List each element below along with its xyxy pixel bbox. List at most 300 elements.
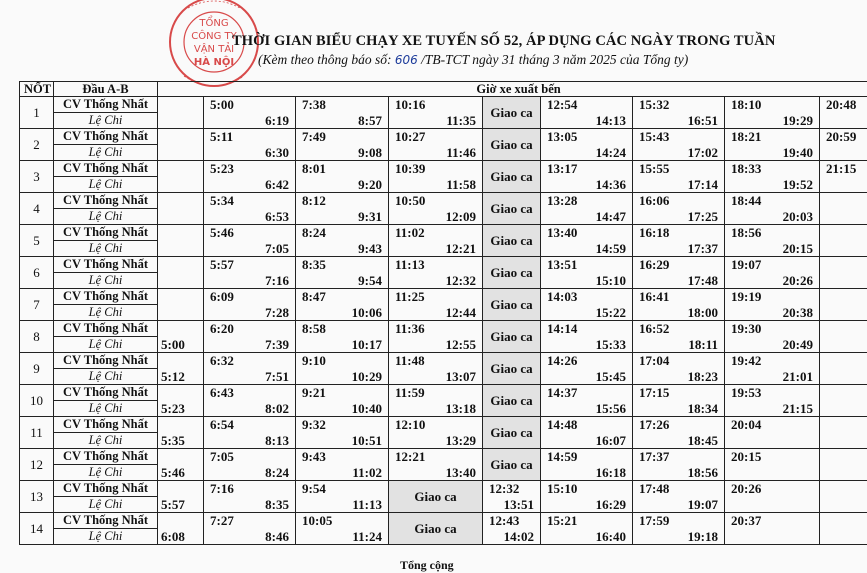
departure-pair-inner	[204, 481, 295, 512]
departure-b: 17:48	[688, 273, 718, 288]
table-row	[20, 289, 867, 305]
departure-pair	[389, 289, 483, 321]
departure-pair-inner	[725, 257, 819, 288]
stamp-line-4: HÀ NỘI	[194, 55, 234, 68]
departure-pair-inner	[541, 97, 632, 128]
departure-a: 11:13	[395, 257, 425, 272]
table-row	[20, 193, 867, 209]
departure-pair-inner	[389, 289, 482, 320]
not-number: 8	[20, 321, 54, 353]
dest-a-label: CV Thống Nhất	[54, 97, 158, 113]
departure-pair	[296, 481, 389, 513]
subtitle-prefix: (Kèm theo thông báo số:	[258, 52, 391, 67]
departure-b: 8:57	[358, 113, 382, 128]
departure-b: 12:55	[446, 337, 476, 352]
dest-b-label: Lệ Chi	[54, 145, 158, 161]
departure-pair	[296, 353, 389, 385]
not-number: 10	[20, 385, 54, 417]
departure-b: 14:47	[596, 209, 626, 224]
first-departure	[158, 129, 204, 161]
departure-pair-inner	[633, 481, 724, 512]
departure-a: 20:26	[731, 481, 761, 496]
not-number: 7	[20, 289, 54, 321]
table-row	[20, 481, 867, 497]
departure-pair	[541, 289, 633, 321]
departure-pair-inner	[296, 417, 388, 448]
departure-pair-inner	[725, 289, 819, 320]
departure-b: 19:52	[783, 177, 813, 192]
shift-change-cell: Giao ca	[483, 321, 541, 353]
departure-pair	[633, 161, 725, 193]
departure-pair-inner	[541, 193, 632, 224]
table-row	[20, 513, 867, 529]
not-number: 1	[20, 97, 54, 129]
departure-a: 9:54	[302, 481, 326, 496]
table-row	[20, 161, 867, 177]
departure-pair	[541, 129, 633, 161]
last-departure	[820, 321, 867, 353]
not-number: 11	[20, 417, 54, 449]
departure-pair	[725, 513, 820, 545]
notice-number: 606	[395, 53, 418, 67]
table-row	[20, 225, 867, 241]
departure-pair-inner	[633, 289, 724, 320]
stamp-line-2: CÔNG TY	[191, 29, 237, 42]
departure-a: 16:18	[639, 225, 669, 240]
departure-pair-inner	[296, 257, 388, 288]
departure-pair-inner	[725, 225, 819, 256]
departure-b: 17:14	[688, 177, 718, 192]
departure-b: 11:13	[352, 497, 382, 512]
departure-a: 12:32	[489, 481, 519, 496]
departure-pair-inner	[483, 481, 540, 512]
departure-pair	[725, 289, 820, 321]
not-number: 13	[20, 481, 54, 513]
departure-pair	[725, 353, 820, 385]
last-departure: 21:15	[820, 161, 867, 193]
departure-pair-inner	[204, 449, 295, 480]
departure-pair-inner	[541, 449, 632, 480]
departure-pair-inner	[296, 289, 388, 320]
departure-a: 8:47	[302, 289, 326, 304]
departure-b: 15:22	[596, 305, 626, 320]
last-departure	[820, 449, 867, 481]
departure-a: 10:16	[395, 97, 425, 112]
departure-a: 13:28	[547, 193, 577, 208]
departure-pair	[725, 257, 820, 289]
table-row	[20, 353, 867, 369]
departure-b: 9:43	[358, 241, 382, 256]
departure-a: 5:57	[210, 257, 234, 272]
last-departure	[820, 193, 867, 225]
departure-a: 9:43	[302, 449, 326, 464]
departure-b: 7:05	[265, 241, 289, 256]
not-number: 14	[20, 513, 54, 545]
departure-pair	[633, 513, 725, 545]
departure-pair	[633, 417, 725, 449]
departure-pair	[296, 257, 389, 289]
footer-label: Tổng cộng	[400, 558, 454, 573]
document-subtitle	[258, 52, 688, 68]
dest-b-label: Lệ Chi	[54, 337, 158, 353]
departure-a: 9:10	[302, 353, 326, 368]
first-departure	[158, 193, 204, 225]
dest-a-label: CV Thống Nhất	[54, 513, 158, 529]
departure-pair	[541, 321, 633, 353]
departure-pair-inner	[204, 321, 295, 352]
departure-a: 6:20	[210, 321, 234, 336]
departure-pair	[389, 353, 483, 385]
departure-pair-inner	[296, 449, 388, 480]
departure-b: 6:19	[265, 113, 289, 128]
departure-a: 13:17	[547, 161, 577, 176]
departure-a: 15:10	[547, 481, 577, 496]
shift-change-cell: Giao ca	[483, 353, 541, 385]
departure-a: 13:51	[547, 257, 577, 272]
departure-pair-inner	[204, 353, 295, 384]
departure-pair	[725, 161, 820, 193]
departure-pair-inner	[541, 161, 632, 192]
departure-pair-inner	[541, 481, 632, 512]
table-header-row	[20, 82, 867, 97]
dest-a-label: CV Thống Nhất	[54, 481, 158, 497]
dest-b-label: Lệ Chi	[54, 209, 158, 225]
departure-a: 18:56	[731, 225, 761, 240]
last-departure	[820, 225, 867, 257]
departure-b: 18:34	[688, 401, 718, 416]
departure-pair	[389, 257, 483, 289]
col-header-times: Giờ xe xuất bến	[158, 82, 867, 97]
departure-b: 10:29	[352, 369, 382, 384]
departure-pair	[633, 481, 725, 513]
last-departure: 20:48	[820, 97, 867, 129]
departure-pair	[389, 321, 483, 353]
dest-b-label: Lệ Chi	[54, 465, 158, 481]
departure-pair-inner	[725, 161, 819, 192]
departure-pair	[725, 129, 820, 161]
document-header	[0, 0, 867, 80]
last-departure	[820, 481, 867, 513]
table-row	[20, 129, 867, 145]
departure-a: 18:10	[731, 97, 761, 112]
departure-b: 17:37	[688, 241, 718, 256]
departure-pair	[633, 385, 725, 417]
departure-pair	[296, 129, 389, 161]
departure-b: 15:56	[596, 401, 626, 416]
departure-b: 14:59	[596, 241, 626, 256]
dest-a-label: CV Thống Nhất	[54, 417, 158, 433]
departure-a: 9:32	[302, 417, 326, 432]
departure-a: 9:21	[302, 385, 326, 400]
departure-a: 14:48	[547, 417, 577, 432]
departure-pair	[725, 481, 820, 513]
departure-a: 7:49	[302, 129, 326, 144]
departure-pair-inner	[204, 129, 295, 160]
first-departure	[158, 97, 204, 129]
departure-b: 9:54	[358, 273, 382, 288]
first-departure: 5:00	[158, 321, 204, 353]
departure-b: 9:08	[358, 145, 382, 160]
departure-pair	[204, 193, 296, 225]
departure-pair-inner	[389, 225, 482, 256]
dest-b-label: Lệ Chi	[54, 177, 158, 193]
departure-pair	[204, 481, 296, 513]
departure-a: 16:06	[639, 193, 669, 208]
departure-a: 7:38	[302, 97, 326, 112]
shift-change-cell: Giao ca	[483, 289, 541, 321]
departure-a: 17:37	[639, 449, 669, 464]
departure-b: 16:18	[596, 465, 626, 480]
departure-b: 10:17	[352, 337, 382, 352]
departure-a: 5:46	[210, 225, 234, 240]
departure-pair	[389, 161, 483, 193]
dest-a-label: CV Thống Nhất	[54, 161, 158, 177]
departure-pair	[296, 289, 389, 321]
departure-pair-inner	[725, 449, 819, 480]
departure-b: 18:00	[688, 305, 718, 320]
departure-pair-inner	[389, 129, 482, 160]
first-departure	[158, 225, 204, 257]
departure-pair-inner	[296, 321, 388, 352]
departure-pair	[725, 193, 820, 225]
departure-pair	[204, 353, 296, 385]
departure-a: 14:03	[547, 289, 577, 304]
departure-pair-inner	[633, 417, 724, 448]
schedule-table	[19, 81, 867, 545]
departure-a: 11:59	[395, 385, 425, 400]
departure-pair	[725, 417, 820, 449]
last-departure: 20:59	[820, 129, 867, 161]
departure-a: 19:42	[731, 353, 761, 368]
departure-pair-inner	[725, 129, 819, 160]
departure-pair	[296, 513, 389, 545]
departure-pair	[541, 161, 633, 193]
departure-pair	[204, 321, 296, 353]
departure-pair	[725, 225, 820, 257]
departure-pair	[541, 225, 633, 257]
departure-pair	[204, 161, 296, 193]
departure-pair	[389, 225, 483, 257]
departure-pair	[633, 353, 725, 385]
departure-a: 17:26	[639, 417, 669, 432]
table-row	[20, 257, 867, 273]
not-number: 6	[20, 257, 54, 289]
departure-pair	[296, 225, 389, 257]
departure-pair	[541, 481, 633, 513]
departure-pair	[633, 449, 725, 481]
departure-a: 5:11	[210, 129, 233, 144]
departure-a: 16:29	[639, 257, 669, 272]
departure-pair-inner	[541, 289, 632, 320]
departure-b: 7:28	[265, 305, 289, 320]
dest-b-label: Lệ Chi	[54, 241, 158, 257]
not-number: 9	[20, 353, 54, 385]
departure-a: 12:21	[395, 449, 425, 464]
shift-change-cell: Giao ca	[483, 129, 541, 161]
departure-b: 19:07	[688, 497, 718, 512]
departure-a: 8:24	[302, 225, 326, 240]
departure-pair	[633, 257, 725, 289]
departure-pair	[204, 513, 296, 545]
departure-pair-inner	[389, 449, 482, 480]
departure-b: 7:39	[265, 337, 289, 352]
shift-change-cell: Giao ca	[483, 161, 541, 193]
departure-pair	[389, 97, 483, 129]
stamp-line-3: VẬN TẢI	[194, 41, 234, 55]
departure-pair-inner	[725, 353, 819, 384]
subtitle-suffix: /TB-TCT ngày 31 tháng 3 năm 2025 của Tổng ty)	[421, 52, 688, 67]
departure-a: 7:27	[210, 513, 234, 528]
departure-pair-inner	[204, 193, 295, 224]
shift-change-cell: Giao ca	[389, 513, 483, 545]
departure-b: 19:40	[783, 145, 813, 160]
departure-a: 8:58	[302, 321, 326, 336]
departure-b: 6:53	[265, 209, 289, 224]
shift-change-cell: Giao ca	[483, 449, 541, 481]
departure-pair-inner	[204, 385, 295, 416]
departure-a: 18:21	[731, 129, 761, 144]
shift-change-cell: Giao ca	[483, 193, 541, 225]
first-departure: 5:46	[158, 449, 204, 481]
departure-a: 11:36	[395, 321, 425, 336]
departure-pair-inner	[541, 225, 632, 256]
departure-b: 13:51	[504, 497, 534, 512]
departure-pair-inner	[633, 321, 724, 352]
departure-pair-inner	[541, 353, 632, 384]
first-departure: 6:08	[158, 513, 204, 545]
departure-pair	[204, 129, 296, 161]
departure-a: 10:50	[395, 193, 425, 208]
last-departure	[820, 417, 867, 449]
departure-b: 10:40	[352, 401, 382, 416]
departure-b: 20:38	[783, 305, 813, 320]
table-row	[20, 321, 867, 337]
departure-pair-inner	[725, 513, 819, 544]
departure-pair-inner	[389, 385, 482, 416]
departure-b: 9:31	[358, 209, 382, 224]
not-number: 5	[20, 225, 54, 257]
departure-b: 8:24	[265, 465, 289, 480]
departure-pair-inner	[541, 417, 632, 448]
departure-b: 6:30	[265, 145, 289, 160]
departure-pair	[204, 257, 296, 289]
last-departure	[820, 353, 867, 385]
departure-pair-inner	[204, 257, 295, 288]
stamp-line-1: TỔNG	[198, 14, 228, 29]
departure-a: 17:04	[639, 353, 669, 368]
departure-b: 13:18	[446, 401, 476, 416]
departure-a: 15:55	[639, 161, 669, 176]
departure-b: 6:42	[265, 177, 289, 192]
departure-pair-inner	[389, 417, 482, 448]
table-row	[20, 449, 867, 465]
departure-pair	[633, 97, 725, 129]
departure-a: 11:25	[395, 289, 425, 304]
dest-a-label: CV Thống Nhất	[54, 225, 158, 241]
dest-a-label: CV Thống Nhất	[54, 321, 158, 337]
departure-a: 5:34	[210, 193, 234, 208]
departure-pair	[541, 257, 633, 289]
departure-pair-inner	[296, 129, 388, 160]
departure-pair-inner	[633, 385, 724, 416]
departure-pair-inner	[633, 353, 724, 384]
departure-pair-inner	[296, 513, 388, 544]
departure-a: 5:00	[210, 97, 234, 112]
document-title: THỜI GIAN BIỂU CHẠY XE TUYẾN SỐ 52, ÁP DỤNG CÁC NGÀY TRONG TUẦN	[232, 33, 775, 50]
departure-b: 11:58	[446, 177, 476, 192]
departure-b: 18:11	[688, 337, 718, 352]
departure-pair	[633, 289, 725, 321]
first-departure: 5:23	[158, 385, 204, 417]
departure-a: 15:21	[547, 513, 577, 528]
departure-pair-inner	[204, 161, 295, 192]
departure-b: 12:32	[446, 273, 476, 288]
departure-b: 13:07	[446, 369, 476, 384]
departure-b: 11:46	[446, 145, 476, 160]
departure-pair-inner	[296, 97, 388, 128]
departure-b: 12:21	[446, 241, 476, 256]
departure-pair-inner	[389, 97, 482, 128]
departure-pair-inner	[541, 257, 632, 288]
last-departure	[820, 513, 867, 545]
shift-change-cell: Giao ca	[389, 481, 483, 513]
departure-a: 8:01	[302, 161, 326, 176]
departure-pair-inner	[204, 97, 295, 128]
departure-a: 10:39	[395, 161, 425, 176]
departure-b: 13:40	[446, 465, 476, 480]
departure-b: 11:35	[446, 113, 476, 128]
schedule-body	[20, 97, 867, 545]
departure-pair	[725, 449, 820, 481]
departure-a: 13:40	[547, 225, 577, 240]
departure-a: 11:02	[395, 225, 425, 240]
departure-a: 7:16	[210, 481, 234, 496]
col-header-dest: Đầu A-B	[54, 82, 158, 97]
first-departure: 5:35	[158, 417, 204, 449]
departure-pair	[389, 385, 483, 417]
departure-b: 11:02	[352, 465, 382, 480]
departure-pair	[204, 97, 296, 129]
departure-pair-inner	[633, 129, 724, 160]
departure-pair-inner	[725, 97, 819, 128]
shift-change-cell: Giao ca	[483, 385, 541, 417]
departure-pair	[483, 481, 541, 513]
dest-a-label: CV Thống Nhất	[54, 257, 158, 273]
departure-b: 7:51	[265, 369, 289, 384]
last-departure	[820, 289, 867, 321]
departure-b: 13:29	[446, 433, 476, 448]
departure-b: 15:33	[596, 337, 626, 352]
dest-b-label: Lệ Chi	[54, 497, 158, 513]
departure-a: 12:54	[547, 97, 577, 112]
departure-pair-inner	[204, 225, 295, 256]
departure-pair	[633, 129, 725, 161]
dest-b-label: Lệ Chi	[54, 113, 158, 129]
not-number: 3	[20, 161, 54, 193]
departure-a: 20:37	[731, 513, 761, 528]
departure-pair-inner	[389, 161, 482, 192]
departure-a: 20:04	[731, 417, 761, 432]
departure-b: 8:46	[265, 529, 289, 544]
departure-pair-inner	[204, 513, 295, 544]
departure-b: 14:13	[596, 113, 626, 128]
departure-a: 20:15	[731, 449, 761, 464]
departure-a: 17:15	[639, 385, 669, 400]
departure-a: 13:05	[547, 129, 577, 144]
departure-b: 20:15	[783, 241, 813, 256]
departure-b: 12:44	[446, 305, 476, 320]
departure-pair	[633, 225, 725, 257]
